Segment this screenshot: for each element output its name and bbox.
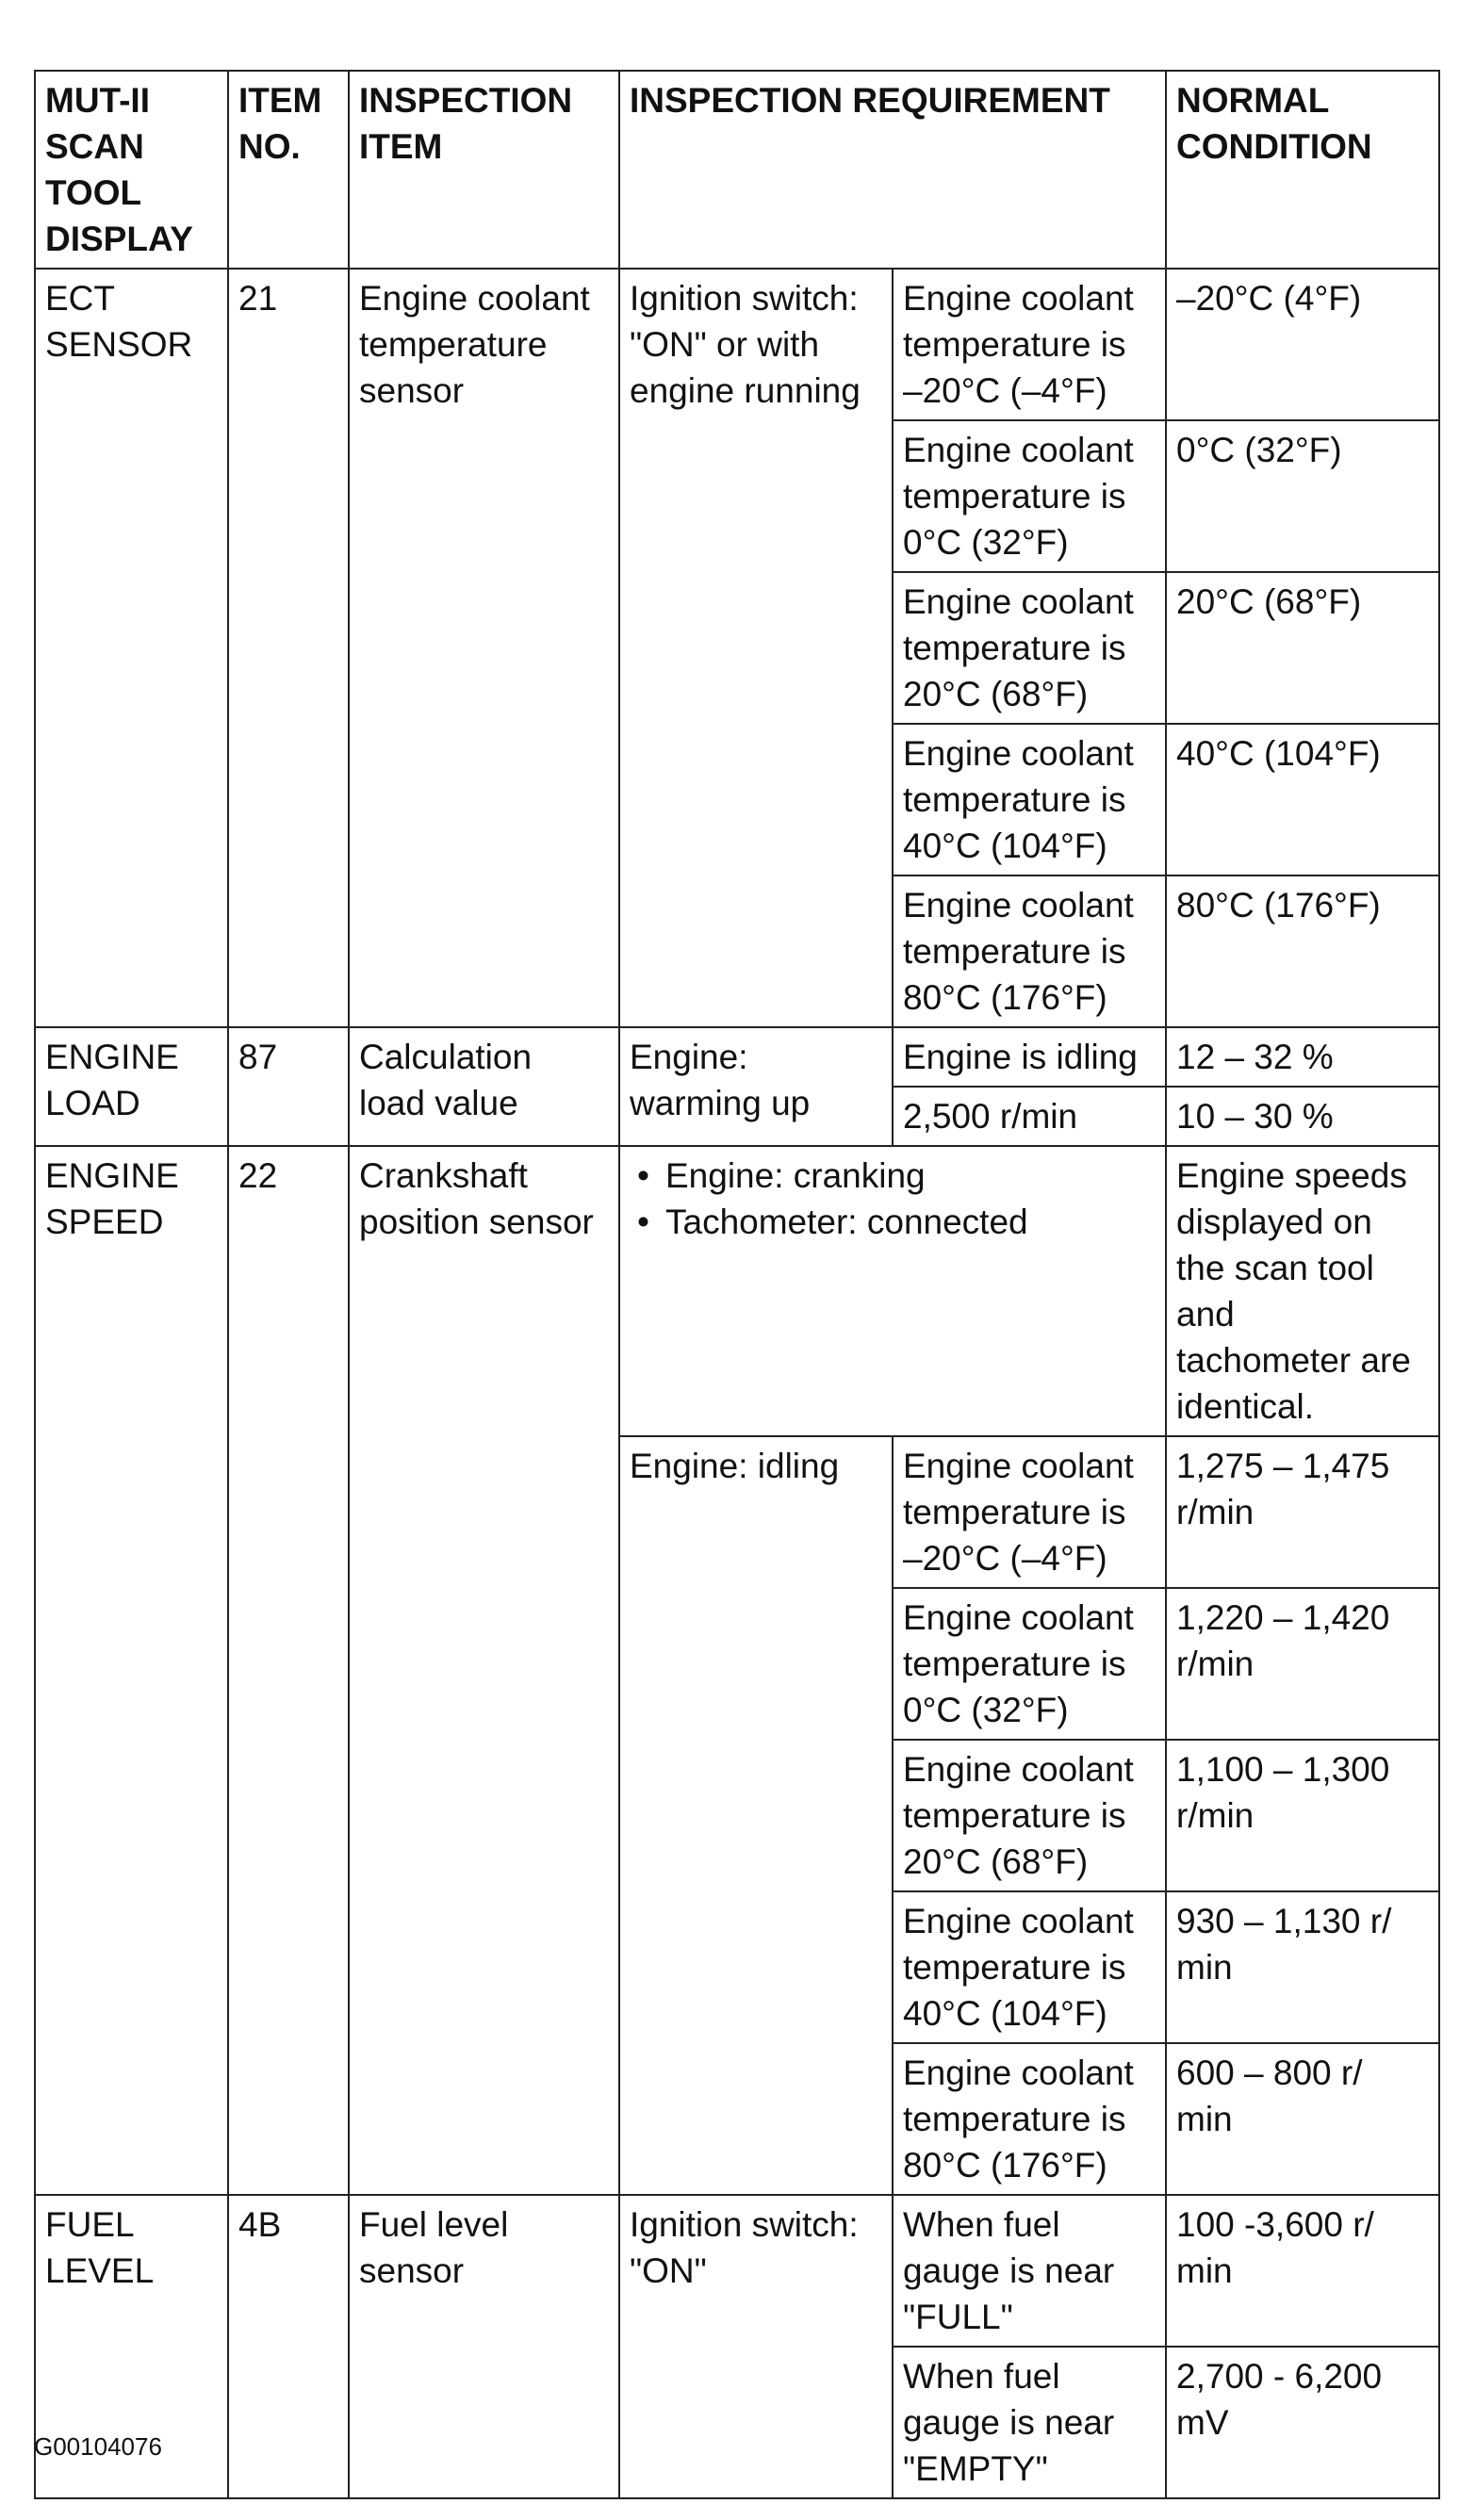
figure-id: G00104076: [34, 2432, 162, 2461]
list-item: • Engine: cranking: [637, 1153, 1156, 1199]
ect-normal-cell: 40°C (104°F): [1166, 724, 1439, 875]
load-normal-cell: 12 – 32 %: [1166, 1027, 1439, 1087]
load-normal-cell: 10 – 30 %: [1166, 1087, 1439, 1146]
fuel-normal-cell: 100 -3,600 r/ min: [1166, 2195, 1439, 2347]
load-item-no-cell: 87: [228, 1027, 349, 1146]
speed-item-cell: Crankshaft position sensor: [349, 1146, 619, 2195]
ect-normal-cell: 20°C (68°F): [1166, 572, 1439, 724]
table-row: [35, 2195, 1439, 2347]
inspection-table: [34, 70, 1440, 2499]
fuel-requirement-cell: Ignition switch: "ON": [619, 2195, 893, 2498]
speed-condition-cell: Engine coolant temperature is 40°C (104°F): [893, 1891, 1166, 2043]
header-scan-tool-display: MUT-II SCAN TOOL DISPLAY: [35, 71, 228, 269]
header-row: [35, 71, 1439, 269]
ect-normal-cell: 0°C (32°F): [1166, 420, 1439, 572]
header-item-no: ITEM NO.: [228, 71, 349, 269]
ect-condition-cell: Engine coolant temperature is 40°C (104°F): [893, 724, 1166, 875]
load-condition-cell: 2,500 r/min: [893, 1087, 1166, 1146]
speed-condition-cell: Engine coolant temperature is 20°C (68°F): [893, 1740, 1166, 1891]
ect-condition-cell: Engine coolant temperature is 80°C (176°F): [893, 875, 1166, 1027]
speed-condition-cell: Engine coolant temperature is –20°C (–4°F): [893, 1436, 1166, 1588]
speed-normal-cell: 1,220 – 1,420 r/min: [1166, 1588, 1439, 1740]
load-item-cell: Calculation load value: [349, 1027, 619, 1146]
header-inspection-requirement: INSPECTION REQUIREMENT: [619, 71, 1166, 269]
fuel-item-cell: Fuel level sensor: [349, 2195, 619, 2498]
speed-normal-cell: 1,100 – 1,300 r/min: [1166, 1740, 1439, 1891]
speed-display-cell: ENGINE SPEED: [35, 1146, 228, 2195]
header-inspection-item: INSPECTION ITEM: [349, 71, 619, 269]
fuel-item-no-cell: 4B: [228, 2195, 349, 2498]
speed-cranking-normal-cell: Engine speeds displayed on the scan tool and tachometer are identical.: [1166, 1146, 1439, 1436]
ect-normal-cell: –20°C (4°F): [1166, 269, 1439, 420]
table-row: [35, 1027, 1439, 1087]
ect-requirement-cell: Ignition switch: "ON" or with engine running: [619, 269, 893, 1027]
ect-normal-cell: 80°C (176°F): [1166, 875, 1439, 1027]
load-requirement-cell: Engine: warming up: [619, 1027, 893, 1146]
speed-normal-cell: 600 – 800 r/ min: [1166, 2043, 1439, 2195]
fuel-display-cell: FUEL LEVEL: [35, 2195, 228, 2498]
fuel-condition-cell: When fuel gauge is near "EMPTY": [893, 2347, 1166, 2498]
speed-condition-cell: Engine coolant temperature is 80°C (176°F): [893, 2043, 1166, 2195]
speed-normal-cell: 1,275 – 1,475 r/min: [1166, 1436, 1439, 1588]
ect-item-no-cell: 21: [228, 269, 349, 1027]
fuel-condition-cell: When fuel gauge is near "FULL": [893, 2195, 1166, 2347]
speed-normal-cell: 930 – 1,130 r/ min: [1166, 1891, 1439, 2043]
header-normal-condition: NORMAL CONDITION: [1166, 71, 1439, 269]
requirement-bullet-list: [630, 1153, 1156, 1245]
table-row: [35, 1146, 1439, 1436]
load-condition-cell: Engine is idling: [893, 1027, 1166, 1087]
ect-item-cell: Engine coolant temperature sensor: [349, 269, 619, 1027]
load-display-cell: ENGINE LOAD: [35, 1027, 228, 1146]
speed-item-no-cell: 22: [228, 1146, 349, 2195]
speed-condition-cell: Engine coolant temperature is 0°C (32°F): [893, 1588, 1166, 1740]
speed-requirement-cell: Engine: idling: [619, 1436, 893, 2195]
ect-condition-cell: Engine coolant temperature is 20°C (68°F): [893, 572, 1166, 724]
ect-condition-cell: Engine coolant temperature is –20°C (–4°F): [893, 269, 1166, 420]
table-row: [35, 269, 1439, 420]
speed-cranking-requirement-cell: [619, 1146, 1166, 1436]
ect-display-cell: ECT SENSOR: [35, 269, 228, 1027]
list-item: • Tachometer: connected: [637, 1199, 1156, 1245]
fuel-normal-cell: 2,700 - 6,200 mV: [1166, 2347, 1439, 2498]
ect-condition-cell: Engine coolant temperature is 0°C (32°F): [893, 420, 1166, 572]
